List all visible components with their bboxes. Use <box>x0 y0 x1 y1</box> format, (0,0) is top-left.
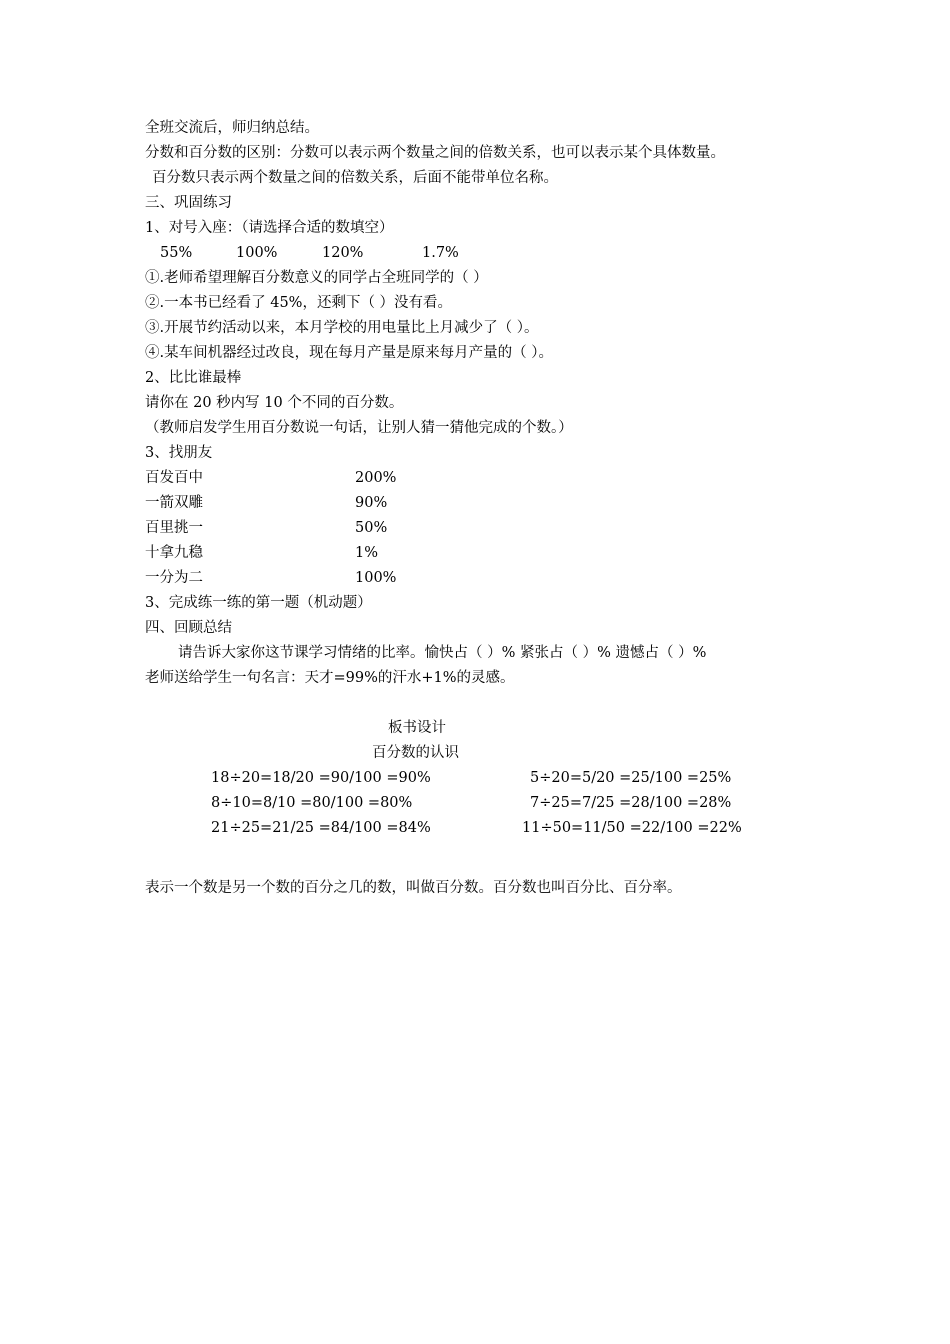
text-line: （教师启发学生用百分数说一句话，让别人猜一猜他完成的个数。） <box>145 420 573 436</box>
idiom-item: 一分为二 <box>145 570 203 586</box>
text-line: 1、对号入座：（请选择合适的数填空） <box>145 220 394 236</box>
choice-item: 120% <box>322 245 364 261</box>
text-line: 老师送给学生一句名言：天才=99%的汗水+1%的灵感。 <box>145 670 515 686</box>
text-line: 请你在 20 秒内写 10 个不同的百分数。 <box>145 395 404 411</box>
definition-line: 表示一个数是另一个数的百分之几的数，叫做百分数。百分数也叫百分比、百分率。 <box>145 880 682 896</box>
choice-item: 100% <box>236 245 278 261</box>
idiom-item: 十拿九稳 <box>145 545 203 561</box>
equation-left: 8÷10=8/10 =80/100 =80% <box>211 795 413 811</box>
question-line: ③.开展节约活动以来，本月学校的用电量比上月减少了（ ）。 <box>145 320 539 336</box>
question-line: ①.老师希望理解百分数意义的同学占全班同学的（ ） <box>145 270 488 286</box>
board-title: 百分数的认识 <box>372 745 459 761</box>
question-line: ②.一本书已经看了 45%，还剩下（ ）没有看。 <box>145 295 453 311</box>
percent-item: 50% <box>355 520 388 536</box>
percent-item: 200% <box>355 470 397 486</box>
idiom-item: 百里挑一 <box>145 520 203 536</box>
equation-left: 18÷20=18/20 =90/100 =90% <box>211 770 431 786</box>
percent-item: 100% <box>355 570 397 586</box>
percent-item: 1% <box>355 545 379 561</box>
equation-right: 5÷20=5/20 =25/100 =25% <box>530 770 732 786</box>
text-line: 3、找朋友 <box>145 445 213 461</box>
equation-left: 21÷25=21/25 =84/100 =84% <box>211 820 431 836</box>
text-line: 分数和百分数的区别：分数可以表示两个数量之间的倍数关系，也可以表示某个具体数量。 <box>145 145 725 161</box>
board-heading: 板书设计 <box>388 720 446 736</box>
section-heading: 三、巩固练习 <box>145 195 232 211</box>
idiom-item: 百发百中 <box>145 470 203 486</box>
equation-right: 11÷50=11/50 =22/100 =22% <box>522 820 742 836</box>
text-line: 请告诉大家你这节课学习情绪的比率。愉快占（ ）% 紧张占（ ）% 遗憾占（ ）% <box>178 645 707 661</box>
text-line: 百分数只表示两个数量之间的倍数关系，后面不能带单位名称。 <box>152 170 558 186</box>
text-line: 2、比比谁最棒 <box>145 370 242 386</box>
text-line: 全班交流后，师归纳总结。 <box>145 120 319 136</box>
equation-right: 7÷25=7/25 =28/100 =28% <box>530 795 732 811</box>
choice-item: 55% <box>160 245 193 261</box>
question-line: ④.某车间机器经过改良，现在每月产量是原来每月产量的（ ）。 <box>145 345 553 361</box>
text-line: 3、完成练一练的第一题（机动题） <box>145 595 372 611</box>
choice-item: 1.7% <box>422 245 459 261</box>
section-heading: 四、回顾总结 <box>145 620 232 636</box>
idiom-item: 一箭双雕 <box>145 495 203 511</box>
percent-item: 90% <box>355 495 388 511</box>
